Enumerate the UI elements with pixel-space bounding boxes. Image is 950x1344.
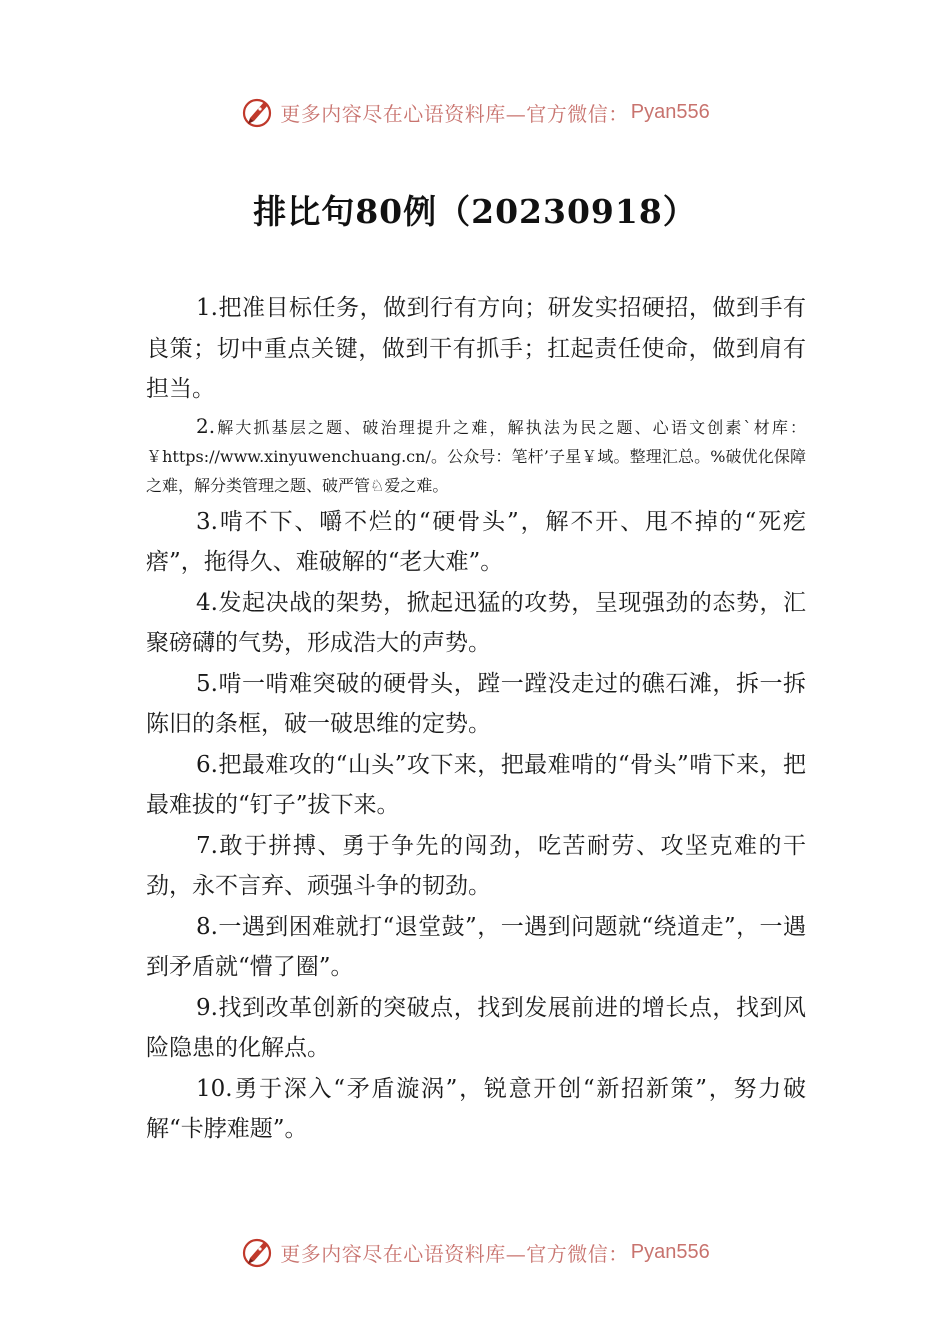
list-item [146, 502, 806, 583]
item-number: 5. [196, 670, 218, 697]
item-text: 勇于深入“矛盾漩涡”，锐意开创“新招新策”，努力破解“卡脖难题”。 [146, 1075, 806, 1142]
list-item [146, 907, 806, 988]
list-item [146, 664, 806, 745]
item-number: 2. [196, 413, 216, 438]
list-item [146, 988, 806, 1069]
banner-text: 更多内容尽在心语资料库—官方微信： [280, 1241, 629, 1266]
item-number: 4. [196, 589, 218, 616]
item-text: 一遇到困难就打“退堂鼓”，一遇到问题就“绕道走”，一遇到矛盾就“懵了圈”。 [146, 913, 806, 980]
banner-wechat-id: Pyan556 [630, 100, 710, 123]
item-number: 10. [196, 1075, 233, 1102]
item-text: 发起决战的架势，掀起迅猛的攻势，呈现强劲的态势，汇聚磅礴的气势，形成浩大的声势。 [146, 589, 806, 656]
document-body [146, 288, 806, 1150]
item-number: 8. [196, 913, 218, 940]
item-text: 把最难攻的“山头”攻下来，把最难啃的“骨头”啃下来，把最难拔的“钉子”拔下来。 [146, 751, 806, 818]
list-item [146, 745, 806, 826]
item-text: 啃一啃难突破的硬骨头，蹚一蹚没走过的礁石滩，拆一拆陈旧的条框，破一破思维的定势。 [146, 670, 806, 737]
banner-wechat-id: Pyan556 [630, 1240, 710, 1263]
pen-nib-seal-icon [240, 1234, 276, 1270]
item-number: 7. [196, 832, 218, 859]
item-number: 1. [196, 295, 218, 321]
item-number: 3. [196, 508, 218, 535]
page-title: 排比句80例（20230918） [253, 192, 697, 231]
item-text: 敢于拼搏、勇于争先的闯劲，吃苦耐劳、攻坚克难的干劲，永不言弃、顽强斗争的韧劲。 [146, 832, 806, 899]
list-item [146, 826, 806, 907]
item-text: 解大抓基层之题、破治理提升之难，解执法为民之题、心语文创素`材库：￥https://www.xinyuwenchuang.cn/。公众号：笔杆’子星￥域。整理汇总。%破优化保障之难，解分类管理之题、破严管♘爱之难。 [146, 417, 806, 495]
item-number: 9. [196, 994, 218, 1021]
footer-banner [0, 1232, 950, 1272]
list-item [146, 412, 806, 500]
list-item [146, 288, 806, 410]
header-banner [0, 92, 950, 132]
list-item [146, 583, 806, 664]
pen-nib-seal-icon [240, 94, 276, 130]
item-text: 把准目标任务，做到行有方向；研发实招硬招，做到手有良策；切中重点关键，做到干有抓手；扛起责任使命，做到肩有担当。 [146, 295, 806, 402]
list-item [146, 1069, 806, 1150]
item-text: 找到改革创新的突破点，找到发展前进的增长点，找到风险隐患的化解点。 [146, 994, 806, 1061]
item-number: 6. [196, 751, 218, 778]
banner-text: 更多内容尽在心语资料库—官方微信： [280, 101, 629, 126]
item-text: 啃不下、嚼不烂的“硬骨头”，解不开、甩不掉的“死疙瘩”，拖得久、难破解的“老大难”。 [146, 508, 806, 575]
